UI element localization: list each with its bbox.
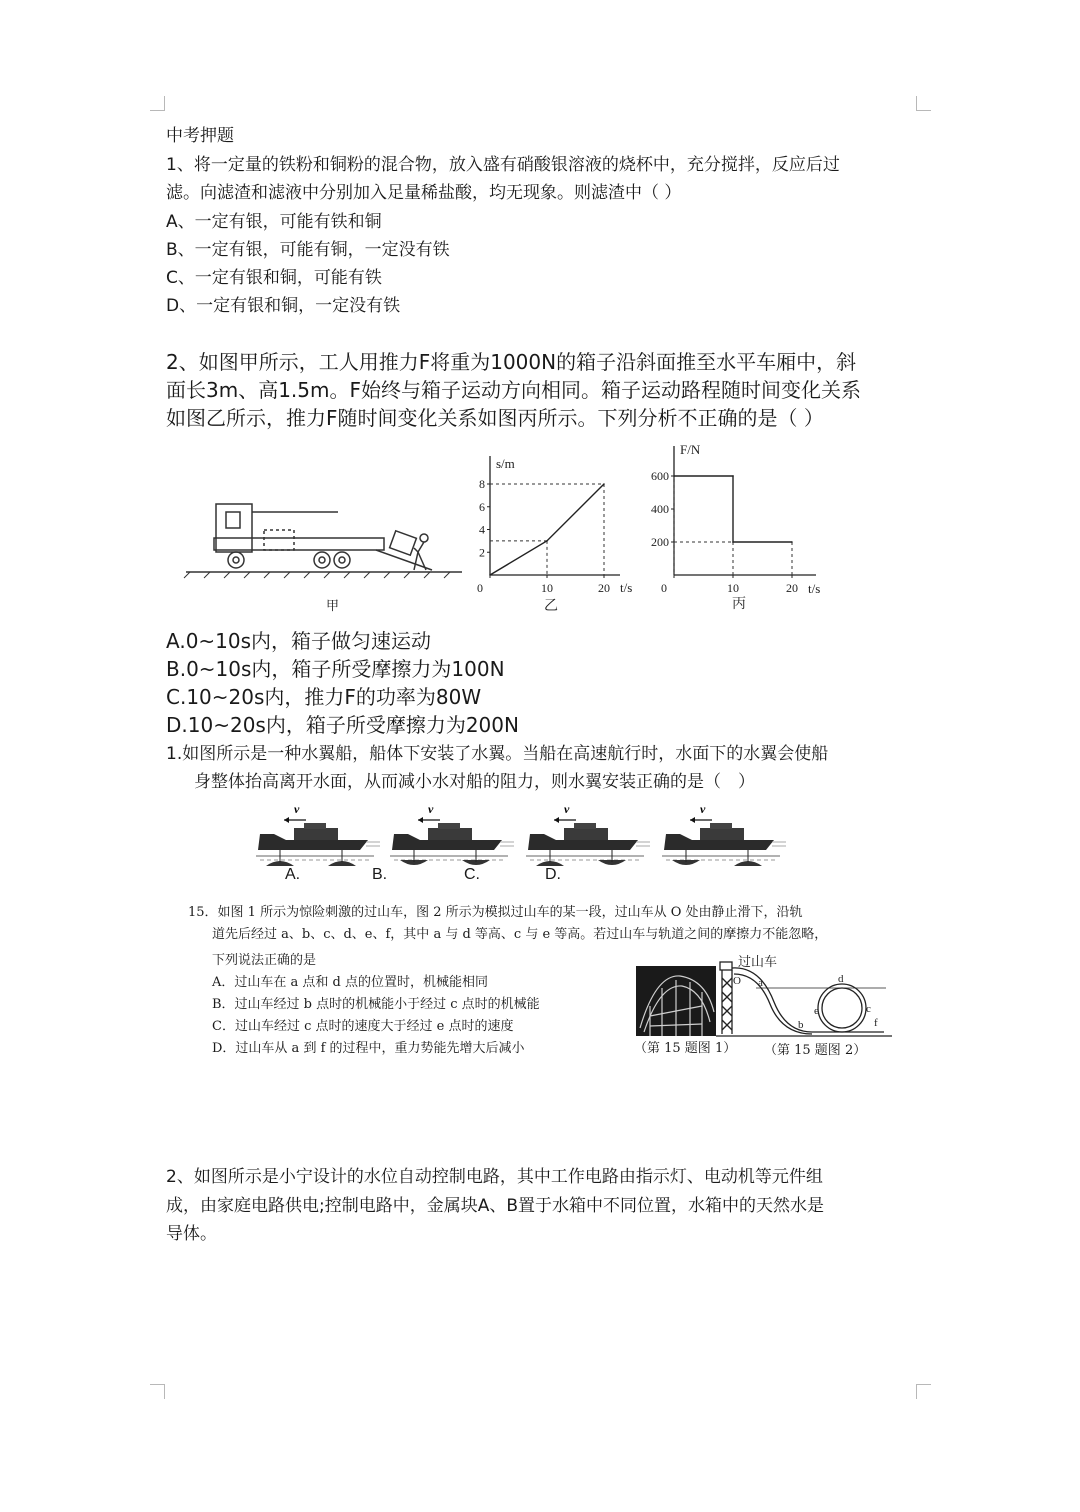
q2-option-c: C.10~20s内，推力F的功率为80W (166, 685, 482, 709)
q2-option-d: D.10~20s内，箱子所受摩擦力为200N (166, 713, 519, 737)
q1-option-b: B、一定有银，可能有铜，一定没有铁 (166, 240, 450, 260)
s-t-y-tick-label-8: 8 (479, 477, 485, 491)
f-t-y-tick-label-600: 600 (651, 469, 669, 483)
boat-b (390, 817, 514, 865)
s-t-y-tick-label-2: 2 (479, 545, 485, 560)
track-point-d: d (838, 973, 844, 985)
page-title: 中考押题 (166, 126, 234, 146)
track-title: 过山车 (738, 954, 778, 969)
track-point-f: f (874, 1017, 878, 1029)
q2-stem-line-2: 面长3m、高1.5m。F始终与箱子运动方向相同。箱子运动路程随时间变化关系 (166, 378, 861, 402)
f-t-x-label: t/s (808, 581, 821, 596)
q1-option-d: D、一定有银和铜，一定没有铁 (166, 296, 401, 316)
s-t-chart (470, 448, 640, 618)
boat-d-velocity-label: v (700, 802, 706, 816)
corner-mark-bottom-left (150, 1384, 165, 1399)
s-t-x-tick-label-10: 10 (541, 581, 553, 595)
q3-stem-line-1: 1.如图所示是一种水翼船，船体下安装了水翼。当船在高速航行时，水面下的水翼会使船 (166, 744, 829, 764)
s-t-point-0 (489, 574, 491, 576)
boat-d (662, 817, 786, 866)
f-t-point-1 (732, 475, 734, 477)
q4-stem-line-1: 15．如图 1 所示为惊险刺激的过山车，图 2 所示为模拟过山车的某一段，过山车从 O 处由静止滑下，沿轨 (188, 905, 803, 920)
q3-stem-line-2: 身整体抬高离开水面，从而减小水对船的阻力，则水翼安装正确的是（ ） (194, 772, 755, 792)
roller-coaster-photo (636, 966, 716, 1036)
q4-option-c: C．过山车经过 c 点时的速度大于经过 e 点时的速度 (212, 1019, 514, 1034)
boat-c-velocity-label: v (564, 802, 570, 816)
boat-label-d: D. (545, 866, 561, 883)
fig-caption-1: （第 15 题图 1） (634, 1041, 737, 1056)
q4-stem-line-3: 下列说法正确的是 (212, 953, 317, 968)
figure-label-jia: 甲 (326, 598, 340, 613)
boat-label-c: C. (464, 866, 480, 883)
q2-option-b: B.0~10s内，箱子所受摩擦力为100N (166, 657, 505, 681)
hydrofoil-boats-figure (250, 798, 790, 866)
s-t-y-tick-label-6: 6 (479, 499, 485, 514)
q2-stem-line-1: 2、如图甲所示，工人用推力F将重为1000N的箱子沿斜面推至水平车厢中，斜 (166, 350, 857, 374)
track-point-o: O (733, 975, 741, 987)
q5-stem-line-3: 导体。 (166, 1224, 217, 1244)
q2-option-a: A.0~10s内，箱子做匀速运动 (166, 629, 432, 653)
q2-stem-line-3: 如图乙所示，推力F随时间变化关系如图丙所示。下列分析不正确的是（ ） (166, 406, 824, 430)
f-t-point-3 (791, 541, 793, 543)
track-point-c: c (866, 1003, 871, 1015)
s-t-x-label: t/s (620, 580, 633, 595)
figure-label-yi: 乙 (544, 599, 558, 614)
f-t-x-tick-label-0: 0 (661, 581, 667, 595)
q1-stem-line-2: 滤。向滤渣和滤液中分别加入足量稀盐酸，均无现象。则滤渣中（ ） (166, 183, 682, 203)
q5-stem-line-2: 成，由家庭电路供电;控制电路中，金属块A、B置于水箱中不同位置，水箱中的天然水是 (166, 1196, 825, 1216)
track-point-a: a (758, 977, 763, 989)
boat-label-a: A. (285, 866, 301, 883)
q4-option-b: B．过山车经过 b 点时的机械能小于经过 c 点时的机械能 (212, 997, 540, 1012)
q5-stem-line-1: 2、如图所示是小宁设计的水位自动控制电路，其中工作电路由指示灯、电动机等元件组 (166, 1167, 823, 1187)
track-point-b: b (798, 1019, 804, 1031)
s-t-x-tick-label-20: 20 (598, 581, 610, 595)
roller-coaster-track-diagram (716, 954, 892, 1038)
s-t-x-tick-label-0: 0 (477, 581, 483, 595)
f-t-chart (646, 440, 836, 618)
q4-option-a: A．过山车在 a 点和 d 点的位置时，机械能相同 (212, 975, 488, 990)
s-t-point-2 (603, 483, 605, 485)
q1-option-a: A、一定有银，可能有铁和铜 (166, 212, 382, 232)
corner-mark-top-left (150, 96, 165, 111)
f-t-series-line (674, 476, 792, 542)
truck-ramp-figure (180, 490, 470, 620)
f-t-y-label: F/N (680, 442, 701, 457)
s-t-y-label: s/m (496, 456, 515, 471)
boat-b-velocity-label: v (428, 802, 434, 816)
s-t-point-1 (546, 540, 548, 542)
s-t-y-tick-label-4: 4 (479, 522, 485, 537)
f-t-point-0 (673, 475, 675, 477)
fig-caption-2: （第 15 题图 2） (764, 1043, 867, 1058)
corner-mark-bottom-right (916, 1384, 931, 1399)
f-t-y-tick-label-200: 200 (651, 535, 669, 549)
q1-option-c: C、一定有银和铜，可能有铁 (166, 268, 382, 288)
f-t-x-tick-label-20: 20 (786, 581, 798, 595)
boat-c (526, 817, 650, 866)
f-t-x-tick-label-10: 10 (727, 581, 739, 595)
f-t-y-tick-label-400: 400 (651, 502, 669, 516)
track-point-e: e (814, 1005, 819, 1017)
boat-label-b: B. (372, 866, 388, 883)
q4-stem-line-2: 道先后经过 a、b、c、d、e、f，其中 a 与 d 等高、c 与 e 等高。若过山车与轨道之间的摩擦力不能忽略， (212, 927, 828, 942)
q4-option-d: D．过山车从 a 到 f 的过程中，重力势能先增大后减小 (212, 1041, 525, 1056)
corner-mark-top-right (916, 96, 931, 111)
boat-a-velocity-label: v (294, 802, 300, 816)
boat-a (256, 817, 380, 866)
figure-label-bing: 丙 (732, 597, 746, 612)
f-t-point-2 (732, 541, 734, 543)
q1-stem-line-1: 1、将一定量的铁粉和铜粉的混合物，放入盛有硝酸银溶液的烧杯中，充分搅拌，反应后过 (166, 155, 840, 175)
